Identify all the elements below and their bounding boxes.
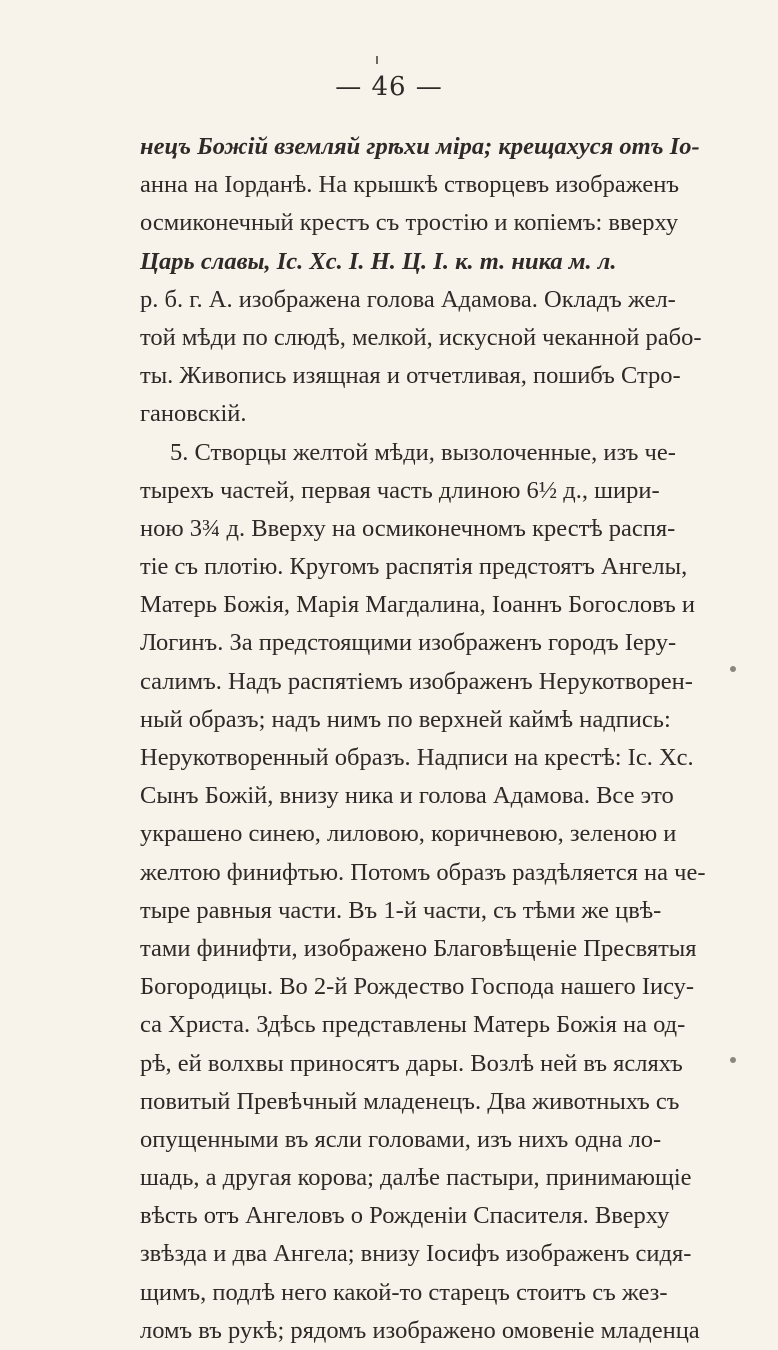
- text-line: [140, 854, 706, 892]
- ink-mark: [376, 56, 378, 64]
- line-text: тырехъ частей, первая часть длиною 6½ д., шири-: [140, 476, 660, 504]
- line-text: тіе съ плотію. Кругомъ распятія предстоятъ Ангелы,: [140, 553, 688, 581]
- line-text: желтою финифтью. Потомъ образъ раздѣляется на че-: [140, 858, 706, 886]
- line-text: ный образъ; надъ нимъ по верхней каймѣ надпись:: [140, 705, 671, 733]
- text-line: [140, 510, 700, 548]
- text-line: [140, 434, 700, 472]
- text-line: [140, 1197, 700, 1235]
- line-text: салимъ. Надъ распятіемъ изображенъ Нерукотворен-: [140, 667, 693, 695]
- line-text: ною 3¾ д. Вверху на осмиконечномъ крестѣ распя-: [140, 514, 676, 542]
- text-line: [140, 739, 700, 777]
- line-text: повитый Превѣчный младенецъ. Два животныхъ съ: [140, 1087, 680, 1115]
- line-text: вѣсть отъ Ангеловъ о Рожденіи Спасителя. Вверху: [140, 1202, 670, 1230]
- line-text: осмиконечный крестъ съ тростію и копіемъ: вверху: [140, 209, 679, 237]
- text-line: [140, 586, 700, 624]
- text-line: [140, 319, 700, 357]
- text-line: [140, 930, 700, 968]
- margin-dot: [730, 1057, 736, 1063]
- text-line: [140, 1045, 700, 1083]
- line-text: опущенными въ ясли головами, изъ нихъ одна ло-: [140, 1125, 662, 1153]
- text-line: [140, 1235, 700, 1273]
- line-text: звѣзда и два Ангела; внизу Іосифъ изображенъ сидя-: [140, 1240, 692, 1268]
- text-line: [140, 472, 700, 510]
- text-line: [140, 357, 700, 395]
- line-text: украшено синею, лиловою, коричневою, зеленою и: [140, 820, 677, 848]
- text-line: [140, 1312, 700, 1350]
- line-text: Богородицы. Во 2-й Рождество Господа нашего Іису-: [140, 973, 695, 1001]
- line-text: р. б. г. А. изображена голова Адамова. Окладъ жел-: [140, 285, 676, 313]
- text-line: [140, 281, 700, 319]
- text-line: [140, 1006, 700, 1044]
- text-line: [140, 1121, 700, 1159]
- text-line: [140, 395, 700, 433]
- line-text: гановскій.: [140, 400, 247, 428]
- line-text: Логинъ. За предстоящими изображенъ городъ Іеру-: [140, 629, 677, 657]
- text-line: [140, 815, 700, 853]
- body-text: [140, 128, 706, 1350]
- page-number: — 46 —: [335, 72, 443, 102]
- text-line: [140, 892, 700, 930]
- line-text: рѣ, ей волхвы приносятъ дары. Возлѣ ней въ ясляхъ: [140, 1049, 683, 1077]
- text-line: [140, 701, 700, 739]
- line-text: нецъ Божій вземляй грѣхи міра; крещахуся отъ Іо-: [140, 133, 700, 160]
- text-line: [140, 624, 700, 662]
- text-line: [140, 968, 700, 1006]
- line-text: Царь славы, Іс. Хс. І. Н. Ц. І. к. т. ника м. л.: [140, 247, 617, 275]
- line-text: са Христа. Здѣсь представлены Матерь Божія на од-: [140, 1011, 686, 1039]
- line-text: тыре равныя части. Въ 1-й части, съ тѣми же цвѣ-: [140, 896, 662, 924]
- line-text: тами финифти, изображено Благовѣщеніе Пресвятыя: [140, 934, 697, 962]
- line-text: Нерукотворенный образъ. Надписи на крестѣ: Іс. Хс.: [140, 744, 694, 771]
- line-text: ломъ въ рукѣ; рядомъ изображено омовеніе младенца: [140, 1316, 700, 1344]
- line-text: ты. Живопись изящная и отчетливая, пошибъ Стро-: [140, 362, 681, 390]
- line-text: анна на Iорданѣ. На крышкѣ створцевъ изображенъ: [140, 171, 680, 199]
- text-line: [140, 1274, 700, 1312]
- margin-dot: [730, 666, 736, 672]
- line-text: шадь, а другая корова; далѣе пастыри, принимающіе: [140, 1164, 692, 1192]
- text-line: [140, 243, 700, 281]
- line-text: Матерь Божія, Марія Магдалина, Іоаннъ Богословъ и: [140, 591, 695, 619]
- line-text: 5. Створцы желтой мѣди, вызолоченные, изъ че-: [170, 438, 676, 466]
- line-text: той мѣди по слюдѣ, мелкой, искусной чеканной рабо-: [140, 323, 702, 351]
- line-text: Сынъ Божій, внизу ника и голова Адамова. Все это: [140, 782, 674, 810]
- text-line: [140, 663, 700, 701]
- text-line: [140, 1083, 700, 1121]
- text-line: [140, 204, 700, 242]
- text-line: [140, 548, 700, 586]
- text-line: [140, 1159, 700, 1197]
- text-line: [140, 128, 700, 166]
- line-text: щимъ, подлѣ него какой-то старецъ стоитъ съ жез-: [140, 1278, 668, 1306]
- text-line: [140, 166, 700, 204]
- text-line: [140, 777, 700, 815]
